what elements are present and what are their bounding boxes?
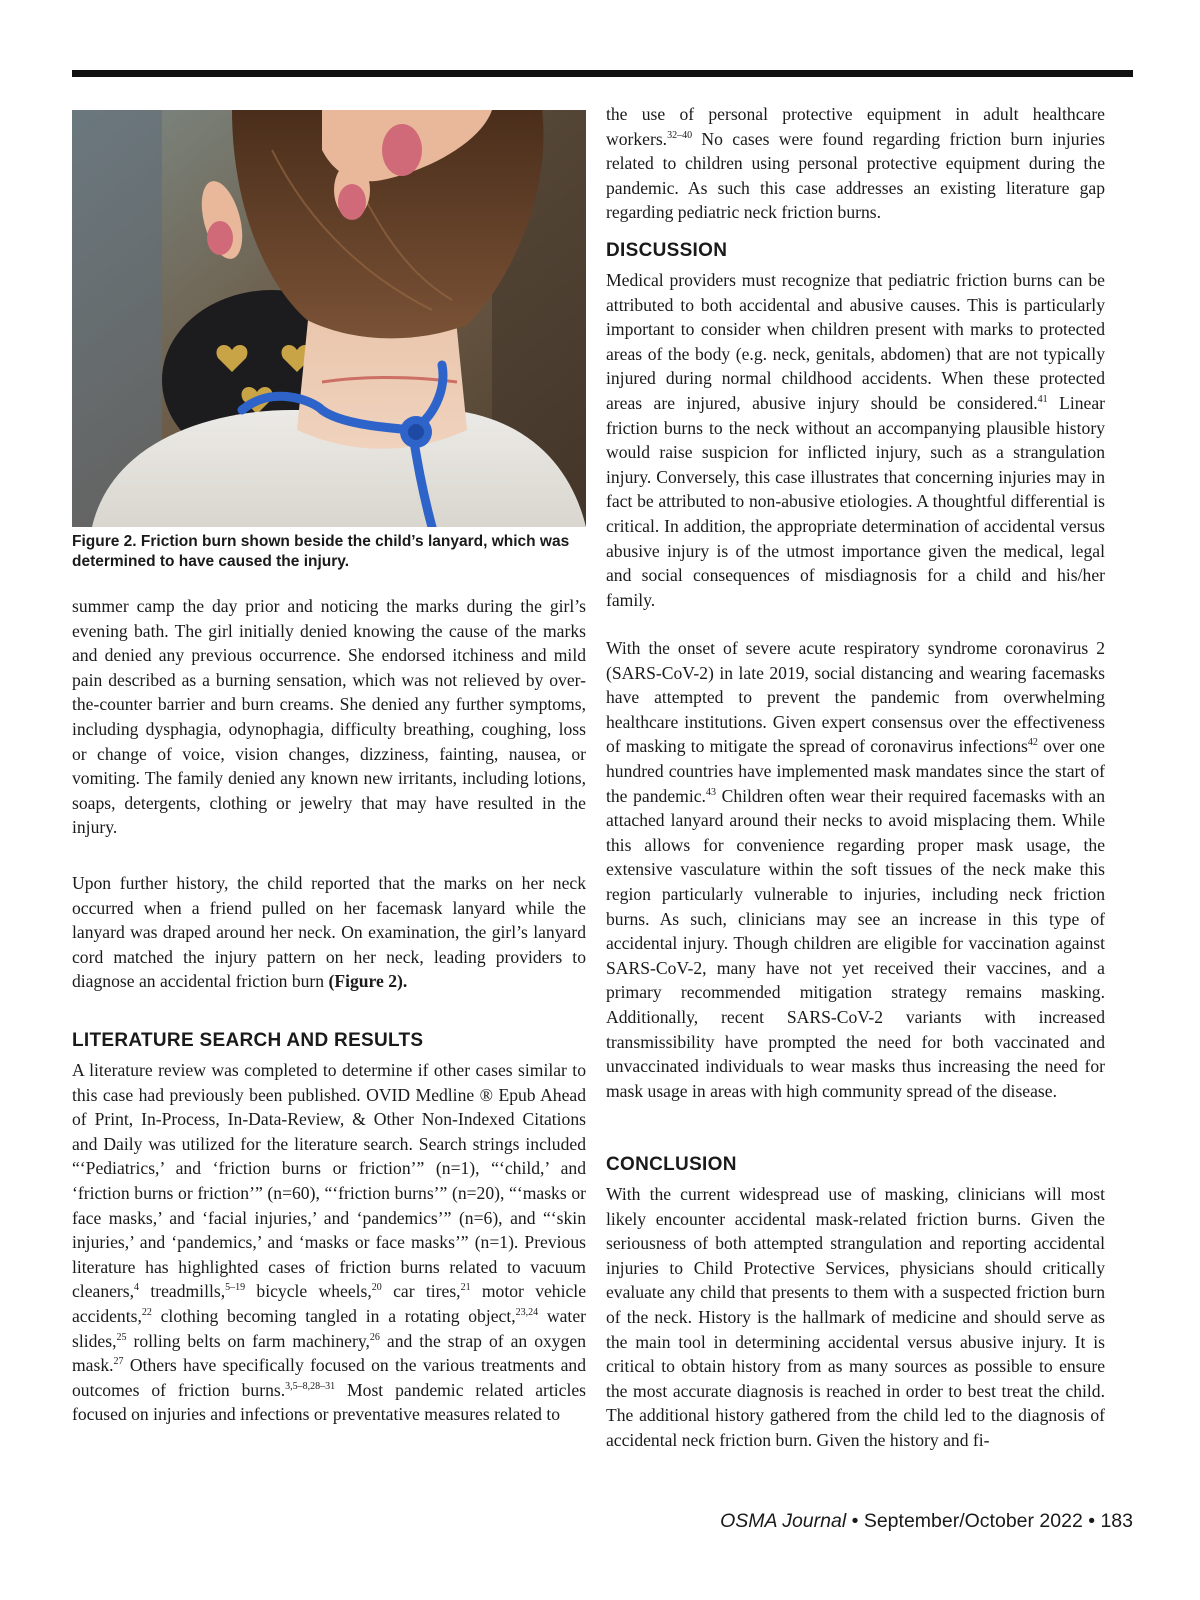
literature-section <box>72 1030 586 1427</box>
citation-superscript: 23,24 <box>515 1307 539 1319</box>
citation-superscript: 3,5–8,28–31 <box>285 1380 336 1392</box>
conclusion-section <box>606 1154 1105 1453</box>
right-paragraph-0 <box>606 102 1105 225</box>
paragraph-text: motor vehicle accidents, <box>72 1281 586 1326</box>
friction-burn-photo-illustration <box>72 110 586 527</box>
citation-superscript: 25 <box>116 1331 127 1343</box>
citation-superscript: 21 <box>460 1282 471 1294</box>
citation-superscript: 42 <box>1027 737 1038 749</box>
figure-reference: (Figure 2). <box>328 971 408 992</box>
paragraph-text: and the strap of an oxygen mask. <box>72 1330 587 1376</box>
citation-superscript: 41 <box>1037 394 1048 406</box>
paragraph-text: No cases were found regarding friction burn injuries related to children using personal protective equipment during the pandemic. As such this case addresses an existing literature gap regarding pediatric neck friction burns. <box>606 128 1105 223</box>
figure-2-photo <box>72 110 586 527</box>
paragraph-text: Linear friction burns to the neck without an accompanying plausible history would raise suspicion for inflicted injury, such as a strangulation injury. Conversely, this case illustrates that concerning injuries may in fact be attributed to non-abusive etiologies. A thoughtful differential is critical. In addition, the appropriate determination of accidental versus abusive injury is of the utmost importance given the medical, legal and social consequences of misdiagnosis for a child and his/her family. <box>606 392 1105 610</box>
citation-superscript: 5–19 <box>225 1282 246 1294</box>
citation-superscript: 4 <box>134 1282 140 1294</box>
paragraph-text: Most pandemic related articles focused on injuries and infections or preventative measures related to <box>72 1379 586 1425</box>
citation-superscript: 43 <box>705 786 716 798</box>
top-rule <box>72 70 1133 77</box>
citation-superscript: 22 <box>141 1307 152 1319</box>
paragraph-text: Upon further history, the child reported that the marks on her neck occurred when a friend pulled on her facemask lanyard while the lanyard was draped around her neck. On examination, the girl’s lanyard cord matched the injury pattern on her neck, leading providers to diagnose an accidental friction burn <box>72 873 586 992</box>
citation-superscript: 20 <box>371 1282 382 1294</box>
issue-and-page: • September/October 2022 • 183 <box>846 1510 1133 1532</box>
body-paragraph <box>72 1058 586 1427</box>
body-paragraph: With the current widespread use of masking, clinicians will most likely encounter accidental mask-related friction burns. Given the seriousness of both attempted strangulation and reporting accidental injuries to Child Protective Services, physicians should critically evaluate any child that presents to them with a suspected friction burn of the neck. History is the hallmark of medicine and should serve as the main tool in determining accidental versus abusive injury. It is critical to obtain history from as many sources as possible to ensure the most accurate diagnosis is reached in order to best treat the child. The additional history gathered from the child led to the diagnosis of accidental neck friction burn. Given the history and fi- <box>606 1184 1105 1450</box>
paragraph-text: treadmills, <box>139 1281 226 1302</box>
paragraph-text: rolling belts on farm machinery, <box>126 1330 370 1351</box>
journal-name: OSMA Journal <box>720 1510 847 1532</box>
paragraph-text: the use of personal protective equipment in adult healthcare workers. <box>606 104 1105 149</box>
body-paragraph <box>72 871 586 994</box>
page-footer <box>720 1510 1133 1533</box>
citation-superscript: 26 <box>369 1331 380 1343</box>
paragraph-text: Children often wear their required facemasks with an attached lanyard around their necks to avoid misplacing them. While this allows for convenience regarding proper mask usage, the extensive vasculature within the soft tissues of the neck make this region particularly vulnerable to injuries, including neck friction burns. As such, clinicians may see an increase in this type of accidental injury. Though children are eligible for vaccination against SARS-CoV-2, many have not yet received their vaccines, and a primary recommended mitigation strategy remains masking. Additionally, recent SARS-CoV-2 variants with increased transmissibility have prompted the need for both vaccinated and unvaccinated individuals to wear masks thus increasing the need for mask usage in areas with high community spread of the disease. <box>606 785 1105 1101</box>
paragraph-text: water slides, <box>72 1305 586 1351</box>
section-heading: CONCLUSION <box>606 1154 737 1175</box>
section-heading: LITERATURE SEARCH AND RESULTS <box>72 1030 424 1051</box>
body-paragraph <box>606 636 1105 1103</box>
citation-superscript: 32–40 <box>667 129 693 141</box>
paragraph-text: Medical providers must recognize that pediatric friction burns can be attributed to both accidental and abusive causes. This is particularly important to consider when children present with marks to protected areas of the body (e.g. neck, genitals, abdomen) that are not typically injured during normal childhood accidents. When these protected areas are injured, abusive injury should be considered. <box>606 270 1105 413</box>
body-paragraph: summer camp the day prior and noticing the marks during the girl’s evening bath. The girl initially denied knowing the cause of the marks and denied any previous occurrence. She endorsed itchiness and mild pain described as a burning sensation, which was not relieved by over-the-counter barrier and burn creams. She denied any further symptoms, including dysphagia, odynophagia, difficulty breathing, coughing, loss or change of voice, vision changes, dizziness, fainting, nausea, or vomiting. The family denied any known new irritants, including lotions, soaps, detergents, clothing or jewelry that may have resulted in the injury. <box>72 596 586 838</box>
paragraph-text: car tires, <box>381 1281 461 1302</box>
body-paragraph <box>606 268 1105 612</box>
paragraph-text: bicycle wheels, <box>245 1281 372 1302</box>
section-heading: DISCUSSION <box>606 240 728 261</box>
paragraph-text: clothing becoming tangled in a rotating object, <box>151 1305 516 1326</box>
paragraph-text: Others have specifically focused on the various treatments and outcomes of friction burns. <box>72 1355 586 1400</box>
paragraph-text: over one hundred countries have implemented mask mandates since the start of the pandemic. <box>606 736 1105 806</box>
citation-superscript: 27 <box>113 1356 124 1368</box>
body-paragraph <box>606 102 1105 225</box>
paragraph-text: A literature review was completed to determine if other cases similar to this case had previously been published. OVID Medline ® Epub Ahead of Print, In-Process, In-Data-Review, & Other Non-Indexed Citations and Daily was utilized for the literature search. Search strings included “‘Pediatrics,’ and ‘friction burns or friction’” (n=1), “‘child,’ and ‘friction burns or friction’” (n=60), “‘friction burns’” (n=20), “‘masks or face masks,’ and ‘facial injuries,’ and ‘pandemics’” (n=6), and “‘skin injuries,’ and ‘pandemics,’ and ‘masks or face masks’” (n=1). Previous literature has highlighted cases of friction burns related to vacuum cleaners, <box>72 1060 586 1302</box>
discussion-section <box>606 240 1105 612</box>
left-paragraph-2 <box>72 871 586 994</box>
figure-caption: Figure 2. Friction burn shown beside the child’s lanyard, which was determined to have caused the injury. <box>72 533 570 570</box>
right-paragraph-d2 <box>606 636 1105 1103</box>
left-paragraph-1 <box>72 594 586 840</box>
paragraph-text: With the onset of severe acute respiratory syndrome coronavirus 2 (SARS-CoV-2) in late 2019, social distancing and wearing facemasks have attempted to prevent the pandemic from overwhelming healthcare institutions. Given expert consensus over the effectiveness of masking to mitigate the spread of coronavirus infections <box>606 638 1105 757</box>
